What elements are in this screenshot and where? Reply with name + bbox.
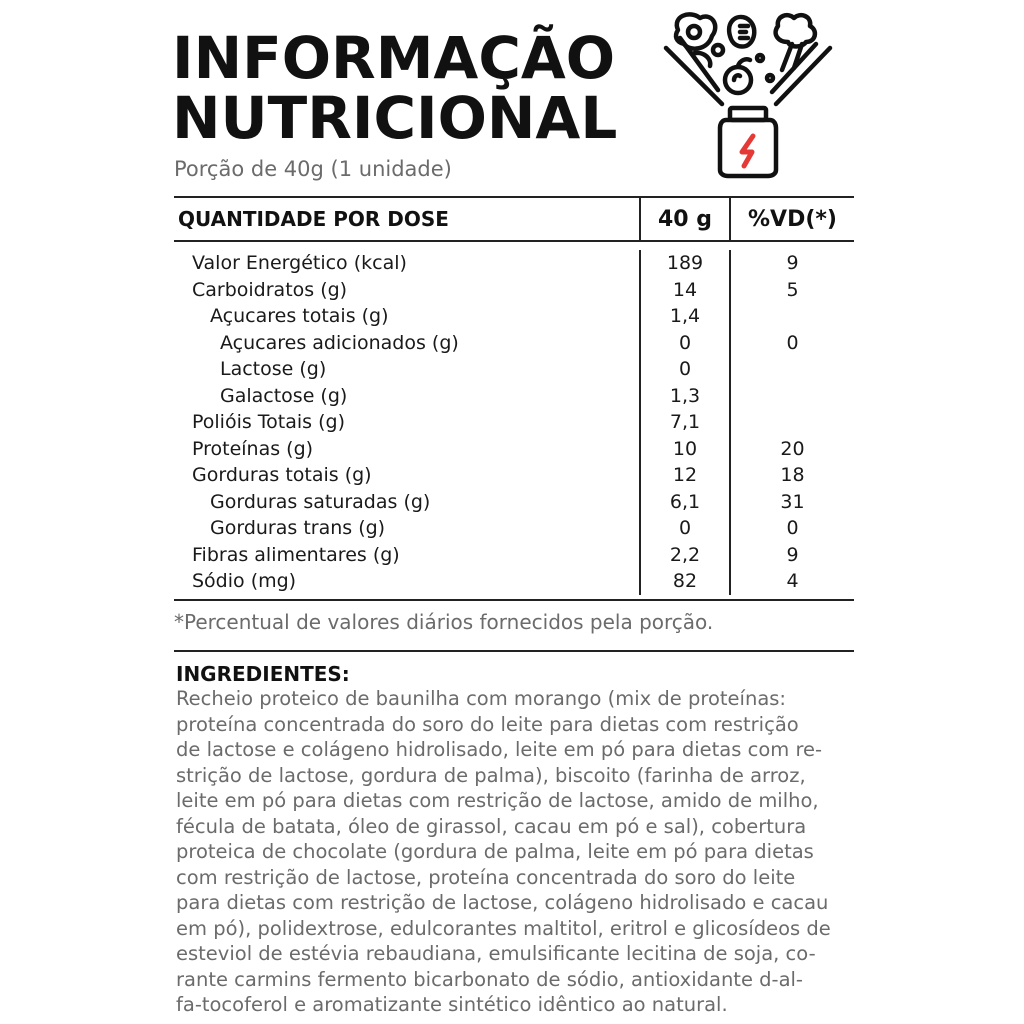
row-vd: 9: [729, 250, 854, 277]
row-amount: 10: [639, 436, 729, 463]
row-vd: 31: [729, 489, 854, 516]
header-amount: 40 g: [639, 198, 729, 240]
ingredients-line: com restrição de lactose, proteína concentrada do soro do leite: [176, 865, 796, 889]
row-amount: 1,4: [639, 303, 729, 330]
divider: [174, 650, 854, 652]
portion-size: Porção de 40g (1 unidade): [174, 157, 452, 181]
row-amount: 0: [639, 330, 729, 357]
table-row: [174, 356, 854, 383]
ingredients-line: proteica de chocolate (gordura de palma, leite em pó para dietas: [176, 840, 814, 863]
table-row: [174, 383, 854, 410]
row-amount: 6,1: [639, 489, 729, 516]
table-row: [174, 515, 854, 542]
ingredients-text: [176, 686, 866, 1018]
row-amount: 0: [639, 356, 729, 383]
row-amount: 7,1: [639, 409, 729, 436]
table-row: [174, 542, 854, 569]
table-row: [174, 250, 854, 277]
row-name: Valor Energético (kcal): [192, 252, 407, 275]
nutrition-table: [174, 196, 854, 601]
row-name: Açucares totais (g): [210, 305, 389, 328]
title-line-1: INFORMAÇÃO: [172, 24, 616, 92]
ingredients-line: esteviol de estévia rebaudiana, emulsificante lecitina de soja, co-: [176, 942, 816, 965]
row-vd: 18: [729, 462, 854, 489]
row-amount: 2,2: [639, 542, 729, 569]
title-line-2: NUTRICIONAL: [172, 84, 618, 152]
row-vd: 20: [729, 436, 854, 463]
footnote: *Percentual de valores diários fornecidos pela porção.: [174, 610, 714, 634]
row-vd: 5: [729, 277, 854, 304]
ingredients-line: fécula de batata, óleo de girassol, cacau em pó e sal), cobertura: [176, 814, 807, 838]
row-amount: 82: [639, 568, 729, 595]
row-name: Fibras alimentares (g): [192, 543, 400, 566]
row-vd: 4: [729, 568, 854, 595]
table-row: [174, 462, 854, 489]
row-name: Polióis Totais (g): [192, 411, 346, 434]
ingredients-line: em pó), polidextrose, edulcorantes maltitol, eritrol e glicosídeos de: [176, 916, 831, 940]
table-header: [174, 198, 854, 242]
ingredients-line: Recheio proteico de baunilha com morango (mix de proteínas:: [176, 687, 786, 710]
row-name: Açucares adicionados (g): [220, 331, 459, 354]
row-amount: 14: [639, 277, 729, 304]
row-vd: 9: [729, 542, 854, 569]
row-vd: [729, 303, 854, 330]
ingredients-line: para dietas com restrição de lactose, colágeno hidrolisado e cacau: [176, 891, 829, 914]
ingredients-title: INGREDIENTES:: [176, 662, 350, 686]
ingredients-line: leite em pó para dietas com restrição de lactose, amido de milho,: [176, 789, 819, 812]
row-amount: 0: [639, 515, 729, 542]
table-row: [174, 330, 854, 357]
table-row: [174, 489, 854, 516]
ingredients-line: de lactose e colágeno hidrolisado, leite em pó para dietas com re-: [176, 738, 823, 761]
table-row: [174, 436, 854, 463]
header-name: QUANTIDADE POR DOSE: [178, 207, 449, 231]
page-title: [172, 24, 618, 152]
row-vd: 0: [729, 515, 854, 542]
ingredients-line: rante carmins fermento bicarbonato de sódio, antioxidante d-al-: [176, 967, 803, 991]
row-name: Gorduras saturadas (g): [210, 490, 431, 513]
row-vd: [729, 409, 854, 436]
row-name: Proteínas (g): [192, 437, 314, 460]
row-vd: [729, 356, 854, 383]
header-vd: %VD(*): [729, 198, 854, 240]
table-row: [174, 409, 854, 436]
row-vd: [729, 383, 854, 410]
table-body: [174, 242, 854, 599]
table-row: [174, 568, 854, 595]
row-name: Gorduras totais (g): [192, 464, 372, 487]
row-vd: 0: [729, 330, 854, 357]
table-row: [174, 277, 854, 304]
row-amount: 189: [639, 250, 729, 277]
row-name: Galactose (g): [220, 384, 348, 407]
row-name: Gorduras trans (g): [210, 517, 386, 540]
row-name: Carboidratos (g): [192, 278, 348, 301]
row-name: Lactose (g): [220, 358, 327, 381]
ingredients-line: proteína concentrada do soro do leite para dietas com restrição: [176, 712, 799, 736]
row-amount: 12: [639, 462, 729, 489]
ingredients-line: strição de lactose, gordura de palma), biscoito (farinha de arroz,: [176, 763, 806, 787]
row-name: Sódio (mg): [192, 570, 297, 593]
table-row: [174, 303, 854, 330]
ingredients-line: fa-tocoferol e aromatizante sintético idêntico ao natural.: [176, 993, 728, 1016]
food-jar-icon: [660, 8, 835, 180]
row-amount: 1,3: [639, 383, 729, 410]
